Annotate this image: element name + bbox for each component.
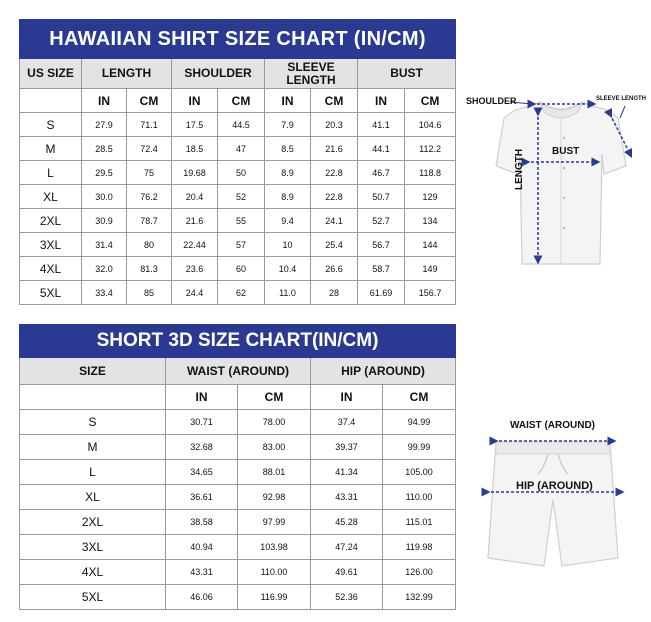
value-cell: 52.36 (311, 585, 383, 610)
value-cell: 104.6 (405, 113, 456, 137)
value-cell: 44.1 (358, 137, 405, 161)
value-cell: 45.28 (311, 510, 383, 535)
shirt-table-row (20, 257, 456, 281)
shirt-table-row (20, 113, 456, 137)
size-header: SIZE (20, 358, 166, 385)
value-cell: 41.1 (358, 113, 405, 137)
value-cell: 28 (311, 281, 358, 305)
short-chart-title: SHORT 3D SIZE CHART(IN/CM) (20, 325, 456, 358)
value-cell: 26.6 (311, 257, 358, 281)
size-cell: XL (20, 185, 82, 209)
shirt-table-body (20, 113, 456, 305)
value-cell: 22.44 (172, 233, 218, 257)
short-table-row (20, 485, 456, 510)
value-cell: 18.5 (172, 137, 218, 161)
unit-in-header: IN (311, 385, 383, 410)
value-cell: 80 (127, 233, 172, 257)
shirt-table-row (20, 185, 456, 209)
length-header: LENGTH (82, 59, 172, 89)
value-cell: 29.5 (82, 161, 127, 185)
unit-in-header: IN (265, 89, 311, 113)
value-cell: 78.7 (127, 209, 172, 233)
sleeve-length-header-label: SLEEVE LENGTH (286, 59, 336, 87)
size-cell: 3XL (20, 535, 166, 560)
value-cell: 55 (218, 209, 265, 233)
sleeve-length-label: SLEEVE LENGTH (596, 96, 647, 102)
unit-cm-header: CM (311, 89, 358, 113)
unit-in-header: IN (82, 89, 127, 113)
unit-cm-header: CM (238, 385, 311, 410)
shirt-table-row (20, 137, 456, 161)
value-cell: 61.69 (358, 281, 405, 305)
shirt-table-row (20, 161, 456, 185)
value-cell: 52.7 (358, 209, 405, 233)
value-cell: 31.4 (82, 233, 127, 257)
size-cell: M (20, 137, 82, 161)
short-table-row (20, 510, 456, 535)
value-cell: 43.31 (166, 560, 238, 585)
shirt-diagram (460, 88, 650, 273)
shorts-shape (488, 442, 618, 566)
value-cell: 149 (405, 257, 456, 281)
value-cell: 22.8 (311, 185, 358, 209)
us-size-header: US SIZE (20, 59, 82, 89)
bust-label: BUST (552, 146, 580, 157)
value-cell: 88.01 (238, 460, 311, 485)
value-cell: 41.34 (311, 460, 383, 485)
length-label: LENGTH (514, 148, 525, 190)
size-cell: 5XL (20, 585, 166, 610)
value-cell: 115.01 (383, 510, 456, 535)
value-cell: 23.6 (172, 257, 218, 281)
shirt-illustration (460, 88, 650, 273)
size-cell: 4XL (20, 257, 82, 281)
value-cell: 24.4 (172, 281, 218, 305)
value-cell: 22.8 (311, 161, 358, 185)
hip-label: HIP (AROUND) (516, 480, 593, 492)
shirt-chart-title: HAWAIIAN SHIRT SIZE CHART (IN/CM) (20, 20, 456, 59)
value-cell: 34.65 (166, 460, 238, 485)
size-cell: 2XL (20, 209, 82, 233)
shorts-diagram (478, 428, 628, 578)
shirt-table-row (20, 281, 456, 305)
short-table-body (20, 410, 456, 610)
value-cell: 30.9 (82, 209, 127, 233)
value-cell: 7.9 (265, 113, 311, 137)
waist-label: WAIST (AROUND) (510, 420, 595, 431)
unit-blank-cell (20, 385, 166, 410)
value-cell: 32.0 (82, 257, 127, 281)
size-cell: S (20, 113, 82, 137)
value-cell: 105.00 (383, 460, 456, 485)
value-cell: 17.5 (172, 113, 218, 137)
size-cell: 3XL (20, 233, 82, 257)
value-cell: 30.71 (166, 410, 238, 435)
value-cell: 56.7 (358, 233, 405, 257)
value-cell: 25.4 (311, 233, 358, 257)
value-cell: 72.4 (127, 137, 172, 161)
value-cell: 97.99 (238, 510, 311, 535)
value-cell: 32.68 (166, 435, 238, 460)
value-cell: 62 (218, 281, 265, 305)
value-cell: 156.7 (405, 281, 456, 305)
shirt-table-row (20, 233, 456, 257)
value-cell: 78.00 (238, 410, 311, 435)
value-cell: 39.37 (311, 435, 383, 460)
short-table-row (20, 460, 456, 485)
size-cell: 5XL (20, 281, 82, 305)
shorts-illustration (478, 428, 628, 578)
short-table-row (20, 410, 456, 435)
value-cell: 110.00 (238, 560, 311, 585)
value-cell: 8.9 (265, 161, 311, 185)
value-cell: 75 (127, 161, 172, 185)
value-cell: 116.99 (238, 585, 311, 610)
shirt-table-row (20, 209, 456, 233)
shoulder-label: SHOULDER (466, 96, 517, 106)
size-cell: XL (20, 485, 166, 510)
short-size-table (19, 324, 456, 610)
unit-cm-header: CM (405, 89, 456, 113)
bust-header: BUST (358, 59, 456, 89)
waist-header: WAIST (AROUND) (166, 358, 311, 385)
value-cell: 119.98 (383, 535, 456, 560)
value-cell: 144 (405, 233, 456, 257)
value-cell: 60 (218, 257, 265, 281)
value-cell: 11.0 (265, 281, 311, 305)
unit-cm-header: CM (383, 385, 456, 410)
value-cell: 21.6 (311, 137, 358, 161)
value-cell: 47 (218, 137, 265, 161)
value-cell: 134 (405, 209, 456, 233)
shoulder-header: SHOULDER (172, 59, 265, 89)
value-cell: 27.9 (82, 113, 127, 137)
value-cell: 99.99 (383, 435, 456, 460)
value-cell: 33.4 (82, 281, 127, 305)
hip-header: HIP (AROUND) (311, 358, 456, 385)
value-cell: 57 (218, 233, 265, 257)
value-cell: 85 (127, 281, 172, 305)
size-cell: L (20, 161, 82, 185)
value-cell: 71.1 (127, 113, 172, 137)
unit-in-header: IN (358, 89, 405, 113)
value-cell: 36.61 (166, 485, 238, 510)
short-table-row (20, 535, 456, 560)
value-cell: 58.7 (358, 257, 405, 281)
size-cell: L (20, 460, 166, 485)
value-cell: 19.68 (172, 161, 218, 185)
value-cell: 76.2 (127, 185, 172, 209)
value-cell: 81.3 (127, 257, 172, 281)
unit-in-header: IN (172, 89, 218, 113)
short-table-row (20, 585, 456, 610)
value-cell: 112.2 (405, 137, 456, 161)
value-cell: 21.6 (172, 209, 218, 233)
value-cell: 8.9 (265, 185, 311, 209)
value-cell: 37.4 (311, 410, 383, 435)
value-cell: 8.5 (265, 137, 311, 161)
value-cell: 50 (218, 161, 265, 185)
unit-blank-cell (20, 89, 82, 113)
value-cell: 28.5 (82, 137, 127, 161)
value-cell: 10 (265, 233, 311, 257)
value-cell: 52 (218, 185, 265, 209)
shirt-size-table (19, 19, 456, 305)
value-cell: 38.58 (166, 510, 238, 535)
value-cell: 44.5 (218, 113, 265, 137)
value-cell: 30.0 (82, 185, 127, 209)
unit-in-header: IN (166, 385, 238, 410)
value-cell: 47.24 (311, 535, 383, 560)
value-cell: 118.8 (405, 161, 456, 185)
size-cell: 2XL (20, 510, 166, 535)
short-table-row (20, 435, 456, 460)
value-cell: 94.99 (383, 410, 456, 435)
value-cell: 132.99 (383, 585, 456, 610)
value-cell: 126.00 (383, 560, 456, 585)
value-cell: 10.4 (265, 257, 311, 281)
value-cell: 110.00 (383, 485, 456, 510)
size-cell: M (20, 435, 166, 460)
value-cell: 9.4 (265, 209, 311, 233)
unit-cm-header: CM (218, 89, 265, 113)
value-cell: 43.31 (311, 485, 383, 510)
size-cell: 4XL (20, 560, 166, 585)
value-cell: 24.1 (311, 209, 358, 233)
value-cell: 20.3 (311, 113, 358, 137)
value-cell: 103.98 (238, 535, 311, 560)
value-cell: 83.00 (238, 435, 311, 460)
sleeve-length-header (265, 59, 358, 89)
value-cell: 50.7 (358, 185, 405, 209)
value-cell: 46.06 (166, 585, 238, 610)
short-table-row (20, 560, 456, 585)
value-cell: 49.61 (311, 560, 383, 585)
value-cell: 92.98 (238, 485, 311, 510)
value-cell: 46.7 (358, 161, 405, 185)
value-cell: 20.4 (172, 185, 218, 209)
unit-cm-header: CM (127, 89, 172, 113)
value-cell: 40.94 (166, 535, 238, 560)
value-cell: 129 (405, 185, 456, 209)
size-cell: S (20, 410, 166, 435)
